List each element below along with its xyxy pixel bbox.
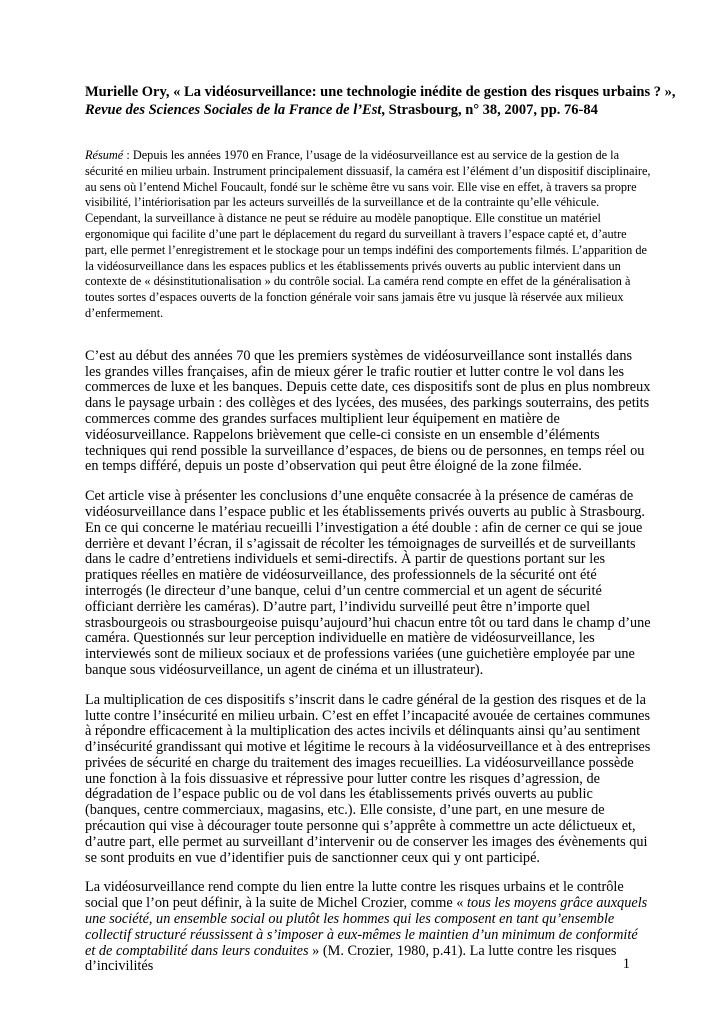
abstract-separator: : [123, 148, 133, 162]
citation-details: , Strasbourg, n° 38, 2007, pp. 76-84 [381, 101, 598, 118]
paragraph-1: C’est au début des années 70 que les premiers systèmes de vidéosurveillance sont installés dans les grandes villes françaises, afin de mieux gérer le trafic routier et lutter contre le vol dans les commerces de luxe et les banques. Depuis cette date, ces dispositifs sont de plus en plus nombreux dans le paysage urbain : des collèges et des lycées, des musées, des parkings souterrains, des petits commerces comme des grandes surfaces multiplient leur équipement en matière de vidéosurveillance. Rappelons brièvement que celle-ci consiste en un ensemble d’éléments techniques qui rend possible la surveillance d’espaces, de biens ou de personnes, en temps réel ou en temps différé, depuis un poste d’observation qui peut être éloigné de la zone filmée. [85, 347, 651, 475]
paragraph-4 [85, 880, 651, 975]
quote-intro: La vidéosurveillance rend compte du lien entre la lutte contre les risques urbains et le contrôle social que l’on peut définir, à la suite de Michel Crozier, comme « [85, 879, 624, 912]
citation-title: Murielle Ory, « La vidéosurveillance: une technologie inédite de gestion des risques urbains ? », [85, 84, 676, 100]
journal-name: Revue des Sciences Sociales de la France de l’Est [85, 101, 382, 118]
text-column [85, 84, 676, 989]
paragraph-3: La multiplication de ces dispositifs s’inscrit dans le cadre général de la gestion des risques et de la lutte contre l’insécurité en milieu urbain. C’est en effet l’incapacité avouée de certaines communes à répondre efficacement à la multiplication des actes incivils et délinquants ainsi qu’au sentiment d’insécurité grandissant qui motive et légitime le recours à la vidéosurveillance et à des entreprises privées de sécurité en charge du traitement des images recueillies. La vidéosurveillance possède une fonction à la fois dissuasive et répressive pour lutter contre les risques d’agression, de dégradation de l’espace public ou de vol dans les établissements privés ouverts au public (banques, centre commerciaux, magasins, etc.). Elle consiste, d’une part, en une mesure de précaution qui vise à décourager toute personne qui s’apprête à commettre un acte délictueux et, d’autre part, elle permet au surveillant d’intervenir ou de conserver les images des évènements qui se sont produits en vue d’identifier puis de sanctionner ceux qui y ont participé. [85, 691, 651, 866]
citation-header [85, 84, 676, 119]
abstract-text: Depuis les années 1970 en France, l’usage de la vidéosurveillance est au service de la gestion de la sécurité en milieu urbain. Instrument principalement dissuasif, la caméra est l’élément d’un dispositif disciplinaire, au sens où l’entend Michel Foucault, fondé sur le schème être vu sans voir. Elle vise en effet, à travers sa propre visibilité, l’intériorisation par les acteurs surveillés de la surveillance et de la contrainte qu’elle véhicule. Cependant, la surveillance à distance ne peut se réduire au modèle panoptique. Elle constitue un matériel ergonomique qui facilite d’une part le déplacement du regard du surveillant à travers l’espace capté et, d’autre part, elle permet l’enregistrement et le stockage pour un temps indéfini des comportements filmés. L’apparition de la vidéosurveillance dans les espaces publics et les établissements privés ouverts au public intervient dans un contexte de « désinstitutionalisation » du contrôle social. La caméra rend compte en effet de la généralisation à toutes sortes d’espaces ouverts de la fonction générale voir sans jamais être vu jusque là réservée aux milieux d’enfermement. [85, 148, 651, 320]
paragraph-2: Cet article vise à présenter les conclusions d’une enquête consacrée à la présence de caméras de vidéosurveillance dans l’espace public et les établissements privés ouverts au public à Strasbourg. En ce qui concerne le matériau recueilli l’investigation a été double : afin de cerner ce qui se joue derrière et devant l’écran, il s’agissait de récolter les témoignages de surveillés et de surveillants dans le cadre d’entretiens individuels et semi-directifs. À partir de questions portant sur les pratiques réelles en matière de vidéosurveillance, des professionnels de la sécurité ont été interrogés (le directeur d’une banque, celui d’un centre commercial et un agent de sécurité officiant derrière les caméras). D’autre part, l’individu surveillé peut être n’importe quel strasbourgeois ou strasbourgeoise puisqu’aujourd’hui chacun entre tôt ou tard dans le champ d’une caméra. Questionnés sur leur perception individuelle en matière de vidéosurveillance, les interviewés sont de milieux sociaux et de professions variées (une guichetière employée par une banque sous vidéosurveillance, un agent de cinéma et un illustrateur). [85, 488, 651, 678]
crozier-quote: tous les moyens grâce auxquels une société, un ensemble social ou plutôt les hommes qui les composent en tant qu’ensemble collectif structuré réussissent à s’imposer à eux-mêmes le maintien d’un minimum de conformité et de comptabilité dans leurs conduites [85, 895, 648, 959]
article-body [85, 349, 651, 975]
quote-citation: » (M. Crozier, 1980, p.41). La lutte contre les risques d’incivilités [85, 942, 617, 975]
citation-line-2 [85, 102, 651, 120]
citation-line-1 [85, 84, 676, 102]
page-number: 1 [622, 956, 630, 972]
abstract-paragraph [85, 148, 651, 322]
abstract-label: Résumé [85, 148, 124, 162]
